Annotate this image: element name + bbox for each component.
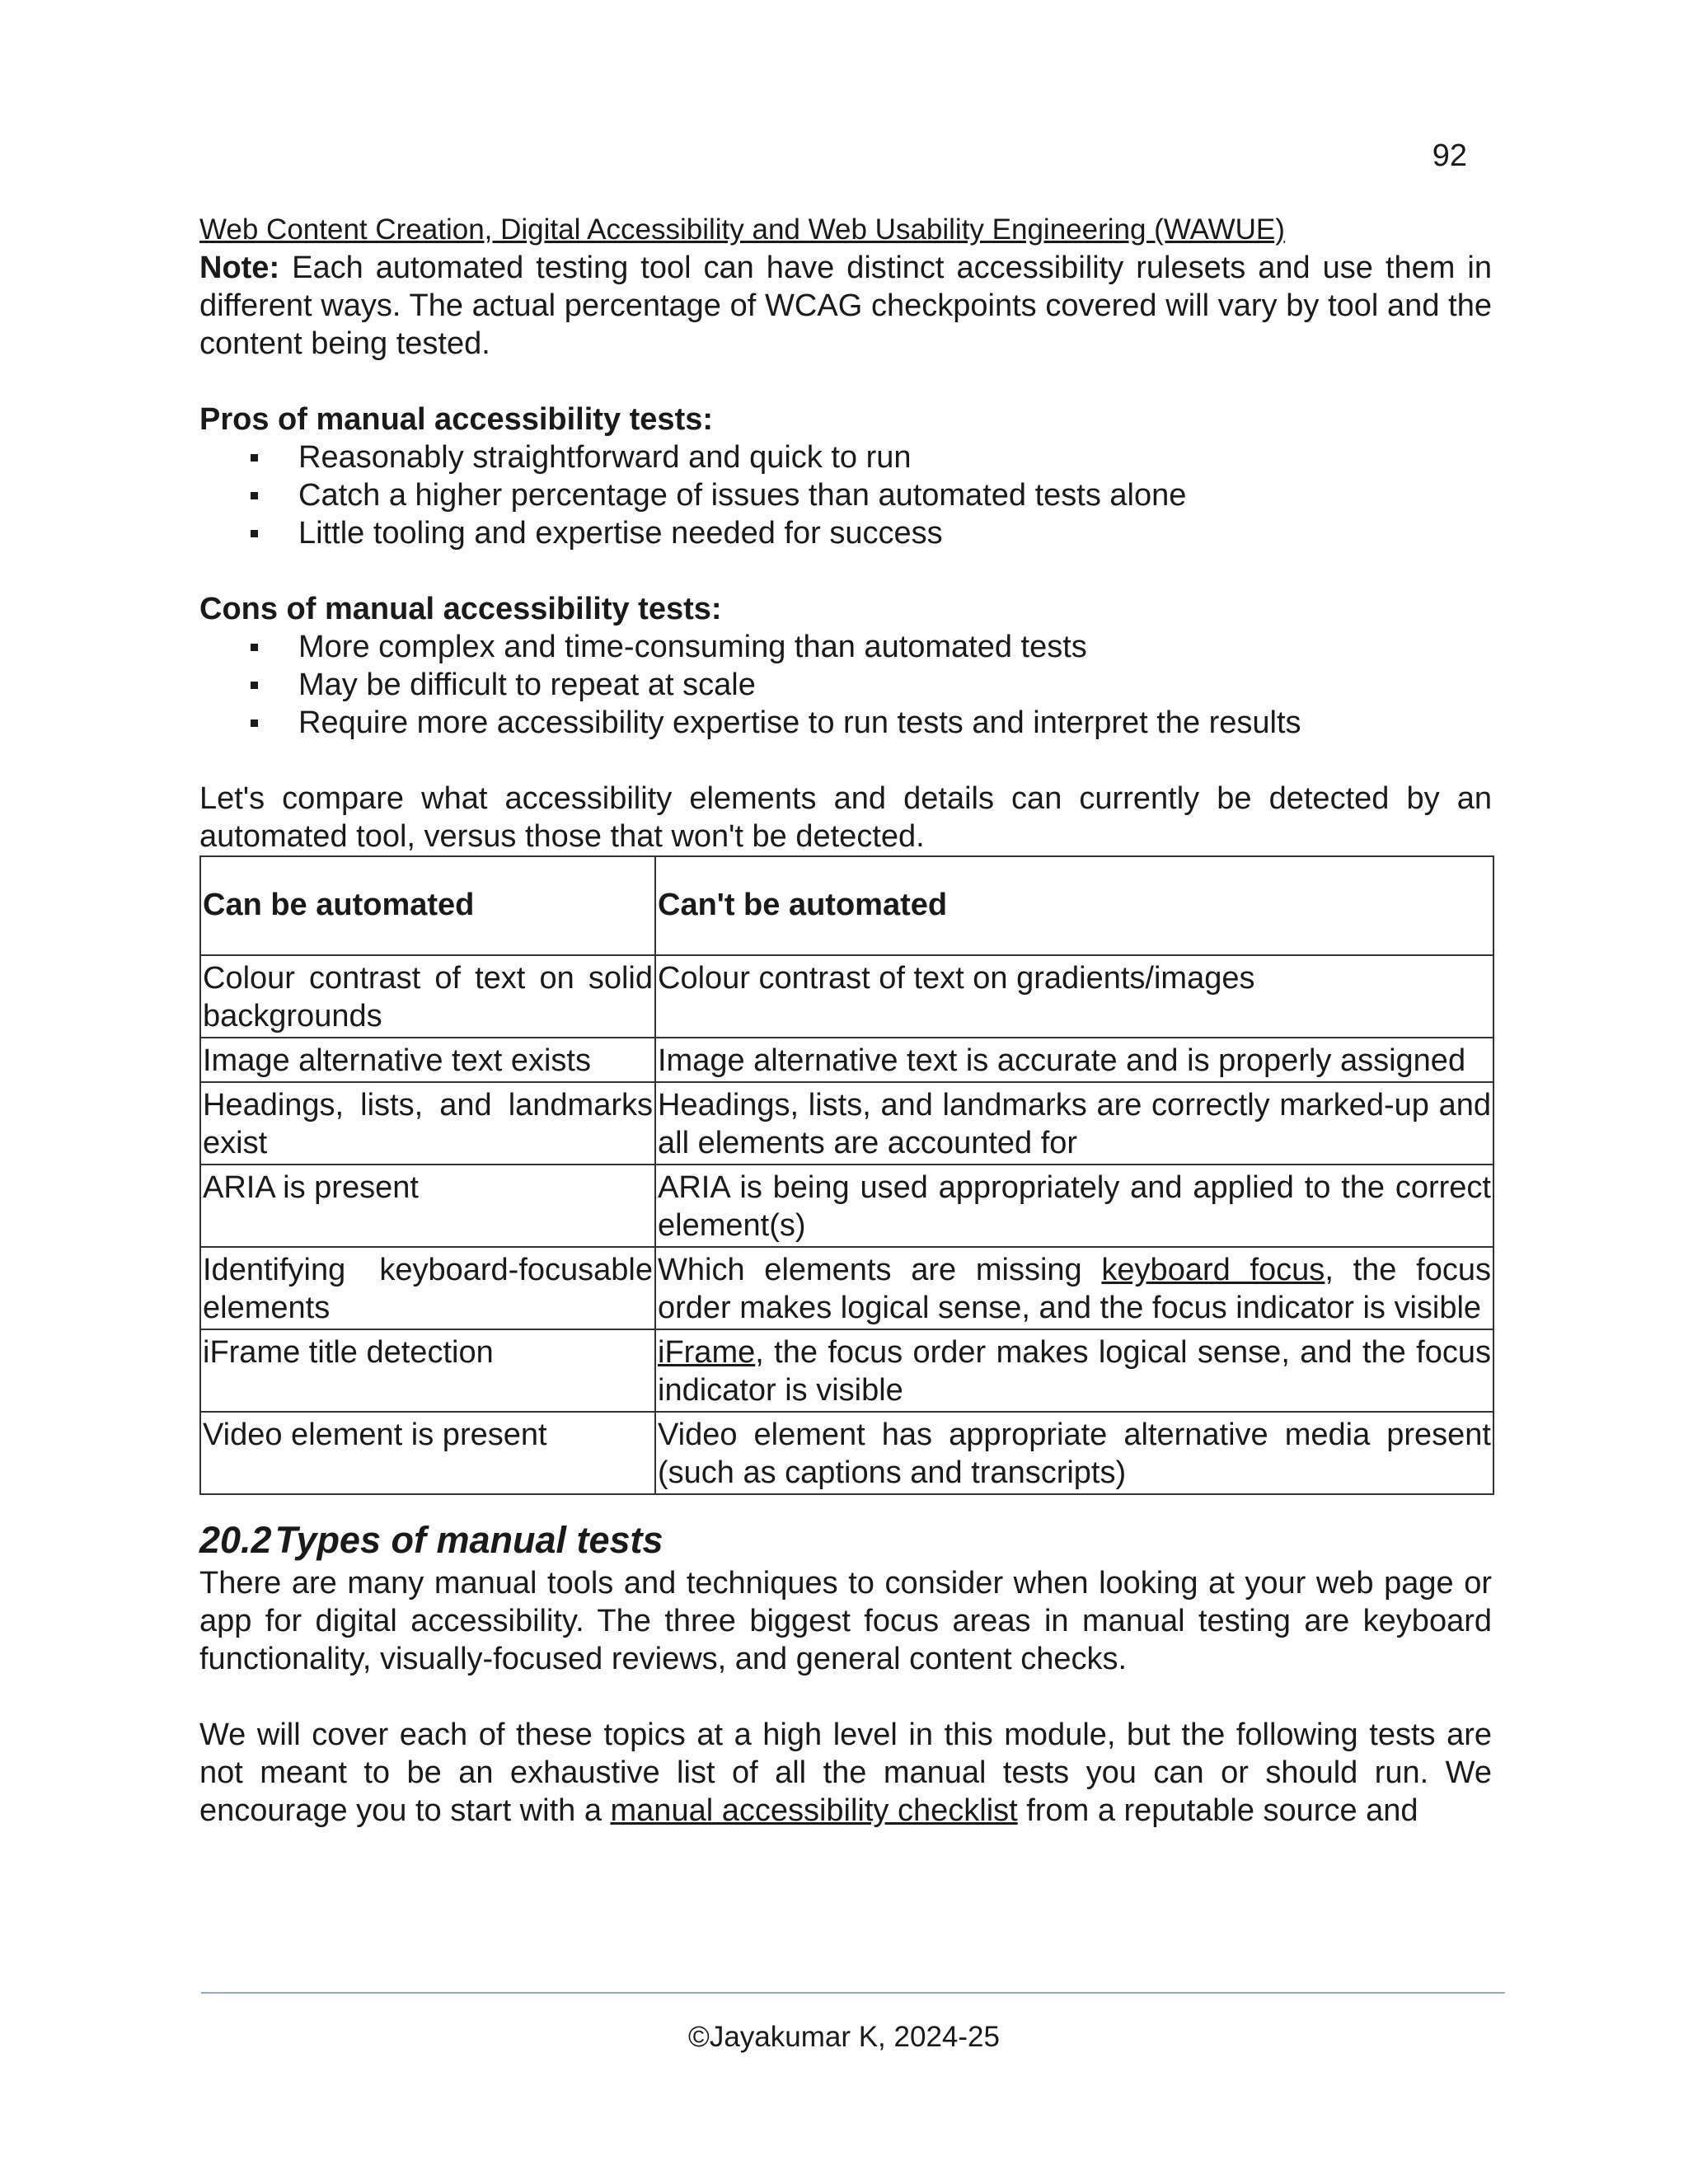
- table-cell: iFrame title detection: [200, 1329, 655, 1412]
- table-cell: Headings, lists, and landmarks exist: [200, 1082, 655, 1165]
- table-cell: Image alternative text exists: [200, 1038, 655, 1082]
- column-header-not-automated: Can't be automated: [655, 856, 1493, 955]
- square-bullet-icon: [251, 530, 258, 537]
- table-cell: Image alternative text is accurate and is properly assigned: [655, 1038, 1493, 1082]
- comparison-table: [199, 855, 1494, 1495]
- section-number: 20.2: [199, 1519, 272, 1561]
- note-text: Each automated testing tool can have distinct accessibility rulesets and use them in different ways. The actual percentage of WCAG checkpoints covered will vary by tool and the content being tested.: [199, 251, 1492, 361]
- table-cell: Which elements are missing keyboard focus, the focus order makes logical sense, and the focus indicator is visible: [655, 1247, 1493, 1329]
- keyboard-focus-link[interactable]: keyboard focus: [1101, 1253, 1325, 1287]
- section-heading: [199, 1516, 1492, 1564]
- square-bullet-icon: [251, 492, 258, 499]
- table-row: [200, 1412, 1493, 1494]
- running-header-link[interactable]: Web Content Creation, Digital Accessibility and Web Usability Engineering (WAWUE): [199, 213, 1285, 246]
- square-bullet-icon: [251, 719, 258, 727]
- cons-heading: Cons of manual accessibility tests:: [199, 592, 722, 626]
- table-row: [200, 1165, 1493, 1247]
- square-bullet-icon: [251, 682, 258, 689]
- section-title: Types of manual tests: [274, 1519, 663, 1561]
- table-row: [200, 1082, 1493, 1165]
- note-paragraph: [199, 249, 1492, 363]
- list-item: Little tooling and expertise needed for success: [199, 514, 1492, 552]
- table-row: [200, 1038, 1493, 1082]
- table-cell: Headings, lists, and landmarks are correctly marked-up and all elements are accounted for: [655, 1082, 1493, 1165]
- iframe-link[interactable]: iFrame: [658, 1335, 756, 1370]
- section-paragraph-1: There are many manual tools and techniques to consider when looking at your web page or app for digital accessibility. The three biggest focus areas in manual testing are keyboard functionality, visually-focused reviews, and general content checks.: [199, 1566, 1492, 1676]
- manual-checklist-link[interactable]: manual accessibility checklist: [610, 1793, 1018, 1828]
- list-item: Reasonably straightforward and quick to run: [199, 438, 1492, 476]
- footer-divider: [201, 1992, 1505, 1994]
- list-item: More complex and time-consuming than automated tests: [199, 628, 1492, 666]
- list-item: Require more accessibility expertise to run tests and interpret the results: [199, 704, 1492, 742]
- table-cell: Colour contrast of text on gradients/images: [655, 955, 1493, 1038]
- table-cell: Colour contrast of text on solid backgrounds: [200, 955, 655, 1038]
- note-label: Note:: [199, 251, 280, 285]
- list-item: Catch a higher percentage of issues than automated tests alone: [199, 476, 1492, 514]
- table-cell: ARIA is being used appropriately and applied to the correct element(s): [655, 1165, 1493, 1247]
- cons-list: [199, 628, 1492, 742]
- page-number: 92: [1432, 138, 1467, 173]
- square-bullet-icon: [251, 644, 258, 651]
- pros-heading: Pros of manual accessibility tests:: [199, 402, 714, 437]
- column-header-automated: Can be automated: [200, 856, 655, 955]
- page-content: [199, 211, 1492, 1830]
- list-item: May be difficult to repeat at scale: [199, 666, 1492, 704]
- table-cell: iFrame, the focus order makes logical sense, and the focus indicator is visible: [655, 1329, 1493, 1412]
- table-cell: Video element is present: [200, 1412, 655, 1494]
- table-cell: Identifying keyboard-focusable elements: [200, 1247, 655, 1329]
- section-paragraph-2: We will cover each of these topics at a high level in this module, but the following tests are not meant to be an exhaustive list of all the manual tests you can or should run. We encourage you to start with a manual accessibility checklist from a reputable source and: [199, 1718, 1492, 1828]
- table-row: [200, 1329, 1493, 1412]
- footer-copyright: ©Jayakumar K, 2024-25: [688, 2021, 1000, 2053]
- table-cell: Video element has appropriate alternative media present (such as captions and transcripts): [655, 1412, 1493, 1494]
- compare-intro: Let's compare what accessibility elements and details can currently be detected by an automated tool, versus those that won't be detected.: [199, 781, 1492, 854]
- pros-list: [199, 438, 1492, 552]
- square-bullet-icon: [251, 454, 258, 462]
- table-row: [200, 955, 1493, 1038]
- table-row: [200, 1247, 1493, 1329]
- table-cell: ARIA is present: [200, 1165, 655, 1247]
- table-header-row: [200, 856, 1493, 955]
